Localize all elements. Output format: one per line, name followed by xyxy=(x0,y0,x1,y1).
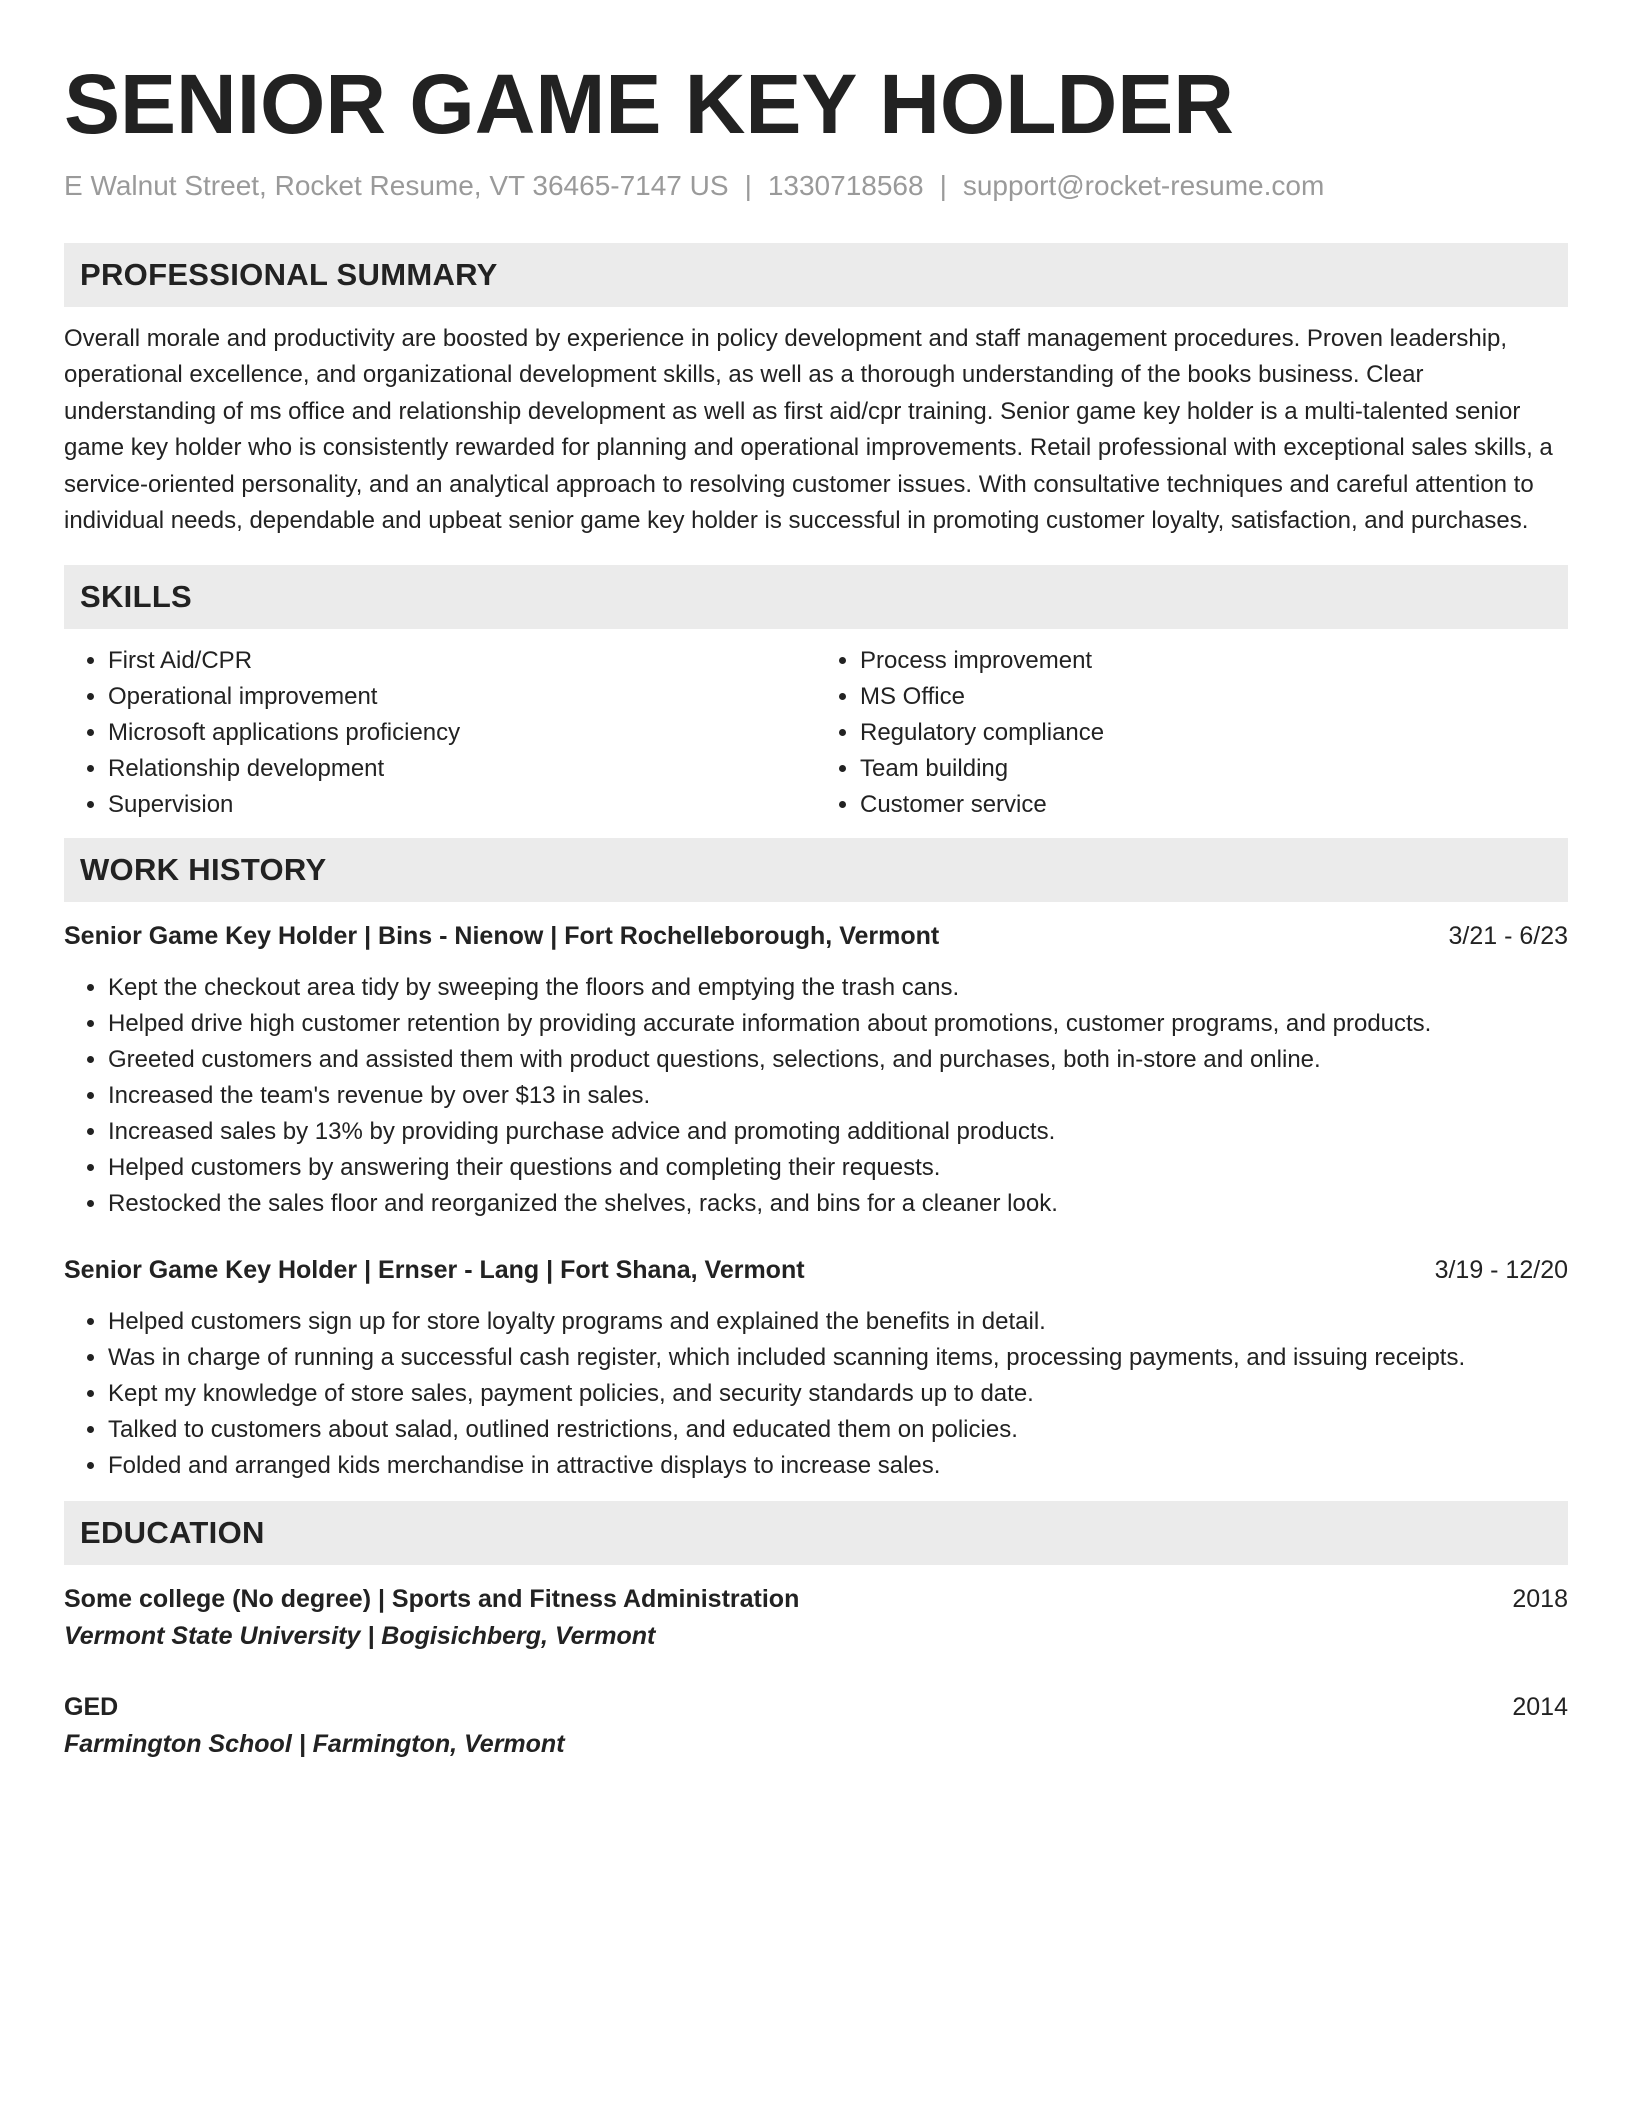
skills-right-list xyxy=(816,643,1568,823)
job-dates: 3/21 - 6/23 xyxy=(1448,922,1568,951)
education-header xyxy=(64,1689,1568,1725)
education-entry xyxy=(64,1689,1568,1763)
education-title: Some college (No degree) | Sports and Fitness Administration xyxy=(64,1585,800,1614)
skill-item: • Operational improvement xyxy=(108,679,816,715)
address: E Walnut Street, Rocket Resume, VT 36465-7147 US xyxy=(64,170,729,201)
education-title: GED xyxy=(64,1693,119,1722)
skill-item: • Supervision xyxy=(108,787,816,823)
education-school: Vermont State University | Bogisichberg, Vermont xyxy=(64,1622,656,1651)
section-heading-education: EDUCATION xyxy=(64,1501,1568,1565)
job-header xyxy=(64,1252,1568,1288)
job-bullet: • Was in charge of running a successful cash register, which included scanning items, processing payments, and issuing receipts. xyxy=(108,1340,1568,1376)
email: support@rocket-resume.com xyxy=(962,170,1325,201)
work-section xyxy=(64,838,1568,1484)
separator: | xyxy=(744,170,752,201)
education-school: Farmington School | Farmington, Vermont xyxy=(64,1730,565,1759)
job-bullet: • Talked to customers about salad, outlined restrictions, and educated them on policies. xyxy=(108,1412,1568,1448)
skill-item: • Microsoft applications proficiency xyxy=(108,715,816,751)
contact-line xyxy=(64,168,1568,204)
job-title: Senior Game Key Holder | Bins - Nienow | Fort Rochelleborough, Vermont xyxy=(64,922,940,951)
job-bullet: • Increased sales by 13% by providing purchase advice and promoting additional products. xyxy=(108,1114,1568,1150)
skill-item: • Regulatory compliance xyxy=(860,715,1568,751)
job-bullet: • Restocked the sales floor and reorganized the shelves, racks, and bins for a cleaner look. xyxy=(108,1186,1568,1222)
candidate-name: SENIOR GAME KEY HOLDER xyxy=(64,57,1234,151)
education-header xyxy=(64,1581,1568,1617)
job-bullet: • Increased the team's revenue by over $13 in sales. xyxy=(108,1078,1568,1114)
job-title: Senior Game Key Holder | Ernser - Lang | Fort Shana, Vermont xyxy=(64,1256,805,1285)
job-bullet: • Helped drive high customer retention by providing accurate information about promotions, customer programs, and products. xyxy=(108,1006,1568,1042)
section-heading-work: WORK HISTORY xyxy=(64,838,1568,902)
skill-item: • Process improvement xyxy=(860,643,1568,679)
section-heading-skills: SKILLS xyxy=(64,565,1568,629)
phone: 1330718568 xyxy=(767,170,924,201)
job-bullet: • Helped customers by answering their questions and completing their requests. xyxy=(108,1150,1568,1186)
skill-item: • Relationship development xyxy=(108,751,816,787)
skill-item: • MS Office xyxy=(860,679,1568,715)
separator: | xyxy=(939,170,947,201)
job-dates: 3/19 - 12/20 xyxy=(1434,1256,1568,1285)
job-bullet: • Kept the checkout area tidy by sweeping the floors and emptying the trash cans. xyxy=(108,970,1568,1006)
summary-section xyxy=(64,243,1568,539)
job-bullet: • Folded and arranged kids merchandise in attractive displays to increase sales. xyxy=(108,1448,1568,1484)
job-bullets xyxy=(64,1304,1568,1484)
summary-text: Overall morale and productivity are boosted by experience in policy development and staff management procedures. Proven leadership, operational excellence, and organizational development skills, as well as a thorough understanding of the books business. Clear understanding of ms office and relationship development as well as first aid/cpr training. Senior game key holder is a multi-talented senior game key holder who is consistently rewarded for planning and operational improvements. Retail professional with exceptional sales skills, a service-oriented personality, and an analytical approach to resolving customer issues. With consultative techniques and careful attention to individual needs, dependable and upbeat senior game key holder is successful in promoting customer loyalty, satisfaction, and purchases. xyxy=(64,325,1553,535)
job-entry xyxy=(64,918,1568,1222)
section-heading-summary: PROFESSIONAL SUMMARY xyxy=(64,243,1568,307)
skill-item: • First Aid/CPR xyxy=(108,643,816,679)
skills-section xyxy=(64,565,1568,823)
education-section xyxy=(64,1501,1568,1763)
skills-columns xyxy=(64,643,1568,823)
job-entry xyxy=(64,1252,1568,1484)
job-bullet: • Kept my knowledge of store sales, payment policies, and security standards up to date. xyxy=(108,1376,1568,1412)
job-bullet: • Helped customers sign up for store loyalty programs and explained the benefits in detail. xyxy=(108,1304,1568,1340)
skill-item: • Customer service xyxy=(860,787,1568,823)
education-year: 2014 xyxy=(1512,1693,1568,1722)
skill-item: • Team building xyxy=(860,751,1568,787)
job-bullet: • Greeted customers and assisted them with product questions, selections, and purchases, both in-store and online. xyxy=(108,1042,1568,1078)
education-entry xyxy=(64,1581,1568,1655)
education-year: 2018 xyxy=(1512,1585,1568,1614)
job-header xyxy=(64,918,1568,954)
skills-left-list xyxy=(64,643,816,823)
job-bullets xyxy=(64,970,1568,1222)
